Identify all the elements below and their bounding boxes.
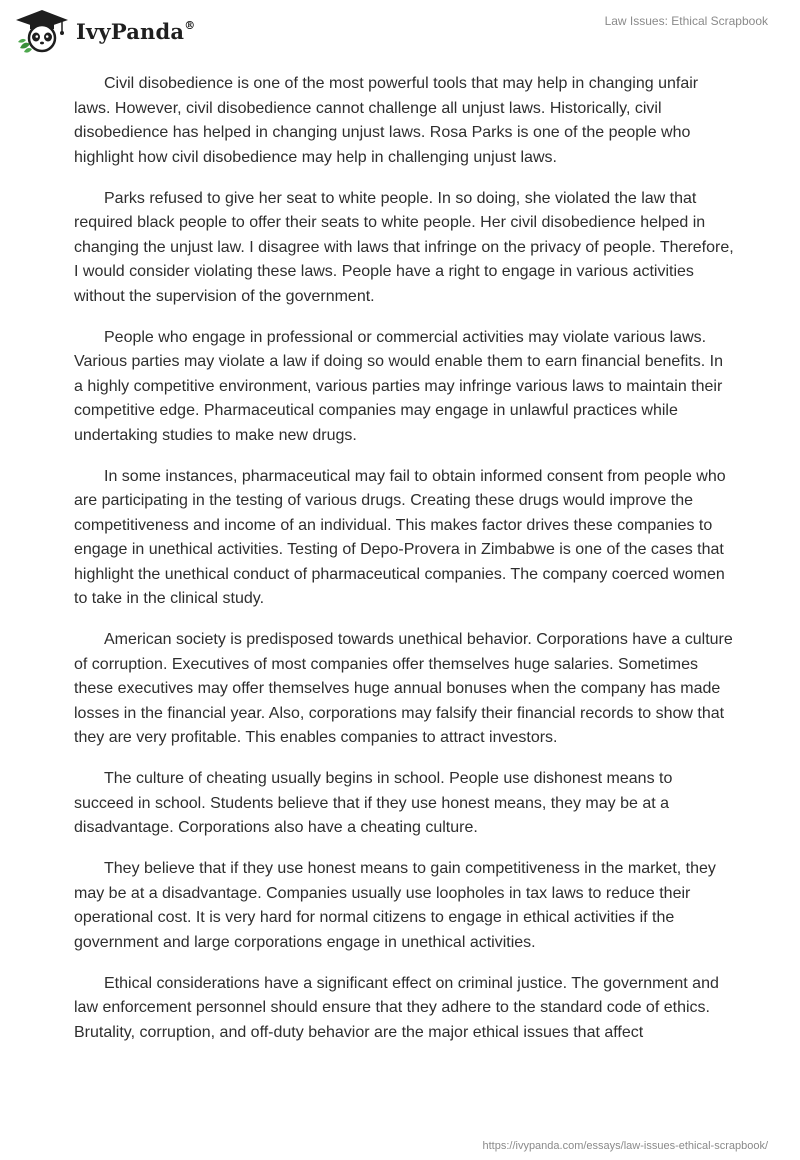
paragraph: People who engage in professional or commercial activities may violate various laws. Various parties may violate a law if doing so would enable them to earn financial benefits. In a highly competitive environment, various parties may infringe various laws to maintain their competitive edge. Pharmaceutical companies may engage in unlawful practices while undertaking studies to make new drugs.	[74, 328, 723, 444]
registered-mark: ®	[184, 18, 196, 32]
brand-name	[76, 19, 195, 44]
ivypanda-logo[interactable]	[14, 8, 195, 54]
paragraph: The culture of cheating usually begins in school. People use dishonest means to succeed in school. Students believe that if they use honest means, they may be at a disadvantage. Corporations also have a cheating culture.	[74, 770, 673, 836]
brand-text: IvyPanda	[76, 18, 185, 44]
paragraph: Civil disobedience is one of the most powerful tools that may help in changing unfair laws. However, civil disobedience cannot challenge all unjust laws. Historically, civil disobedience has helped in changing unjust laws. Rosa Parks is one of the people who highlight how civil disobedience may help in challenging unjust laws.	[74, 75, 699, 166]
panda-graduate-icon	[14, 8, 70, 54]
essay-body	[74, 72, 734, 1062]
paragraph: American society is predisposed towards unethical behavior. Corporations have a culture of corruption. Executives of most companies offer themselves huge salaries. Sometimes these executives may offer themselves huge annual bonuses when the company has made losses in the financial year. Also, corporations may falsify their financial records to show that they are very profitable. This enables companies to attract investors.	[74, 631, 733, 746]
paragraph: In some instances, pharmaceutical may fail to obtain informed consent from people who are participating in the testing of various drugs. Creating these drugs would improve the competitiveness and income of an individual. This makes factor drives these companies to engage in unethical activities. Testing of Depo-Provera in Zimbabwe is one of the cases that highlight the unethical conduct of pharmaceutical companies. The company coerced women to take in the clinical study.	[74, 467, 726, 607]
document-title: Law Issues: Ethical Scrapbook	[604, 14, 768, 28]
paragraph: Parks refused to give her seat to white people. In so doing, she violated the law that required black people to offer their seats to white people. Her civil disobedience helped in changing the unjust law. I disagree with laws that infringe on the privacy of people. Therefore, I would consider violating these laws. People have a right to engage in various activities without the supervision of the government.	[74, 189, 734, 305]
paragraph: Ethical considerations have a significant effect on criminal justice. The government and law enforcement personnel should ensure that they adhere to the standard code of ethics. Brutality, corruption, and off-duty behavior are the major ethical issues that affect	[74, 974, 719, 1041]
footer-url-link[interactable]: https://ivypanda.com/essays/law-issues-ethical-scrapbook/	[482, 1140, 768, 1152]
paragraph: They believe that if they use honest means to gain competitiveness in the market, they may be at a disadvantage. Companies usually use loopholes in tax laws to reduce their operational cost. It is very hard for normal citizens to engage in ethical activities if the government and large corporations engage in unethical activities.	[74, 860, 716, 951]
page-header	[0, 0, 800, 70]
